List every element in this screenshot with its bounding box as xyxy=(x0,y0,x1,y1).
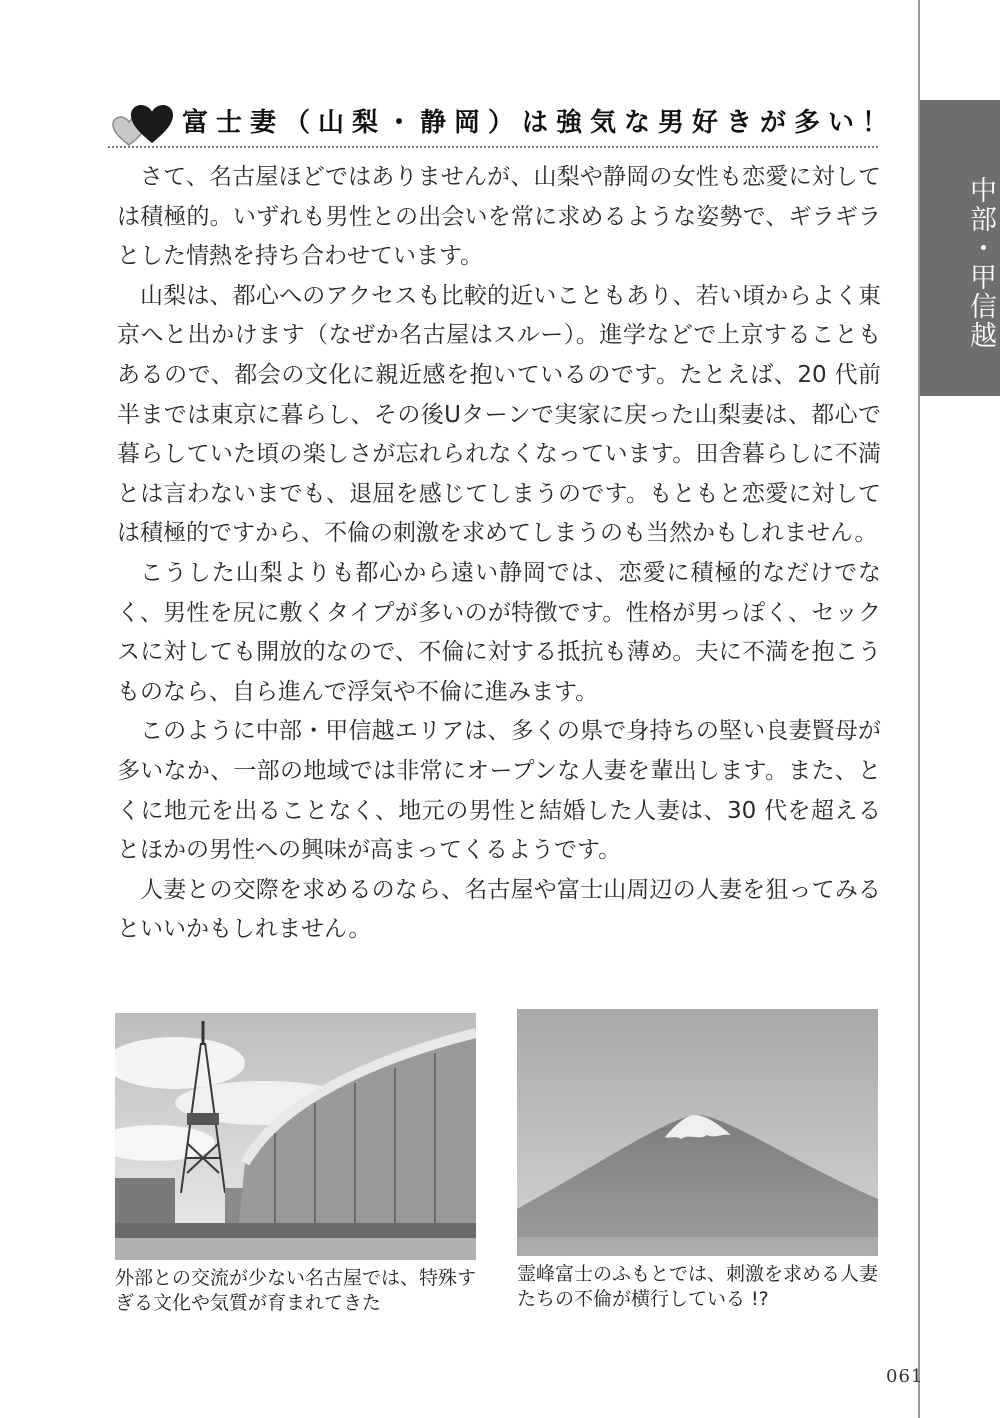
section-title: 富士妻（山梨・静岡）は強気な男好きが多い！ xyxy=(182,108,897,138)
nagoya-photo xyxy=(115,1013,476,1260)
paragraph: さて、名古屋ほどではありませんが、山梨や静岡の女性も恋愛に対しては積極的。いずれも男性との出会いを常に求めるような姿勢で、ギラギラとした情熱を持ち合わせています。 xyxy=(117,164,881,270)
photo-caption-right: 霊峰富士のふもとでは、刺激を求める人妻たちの不倫が横行している !? xyxy=(517,1263,879,1310)
chapter-tab-label: 中部・甲信越 xyxy=(965,176,996,350)
fuji-photo xyxy=(517,1009,878,1256)
heading-underline xyxy=(108,146,878,148)
heart-filled-icon xyxy=(130,104,174,144)
body-text xyxy=(117,158,881,950)
section-heading xyxy=(108,100,897,150)
page-number: 061 xyxy=(886,1366,924,1387)
photo-caption-left: 外部との交流が少ない名古屋では、特殊すぎる文化や気質が育まれてきた xyxy=(115,1267,477,1314)
nagoya-illustration xyxy=(115,1013,476,1260)
chapter-tab xyxy=(920,100,1000,396)
paragraph: 人妻との交際を求めるのなら、名古屋や富士山周辺の人妻を狙ってみるといいかもしれません。 xyxy=(117,876,881,943)
paragraph: 山梨は、都心へのアクセスも比較的近いこともあり、若い頃からよく東京へと出かけます（なぜか名古屋はスルー）。進学などで上京することもあるので、都会の文化に親近感を抱いているのです。たとえば、20 代前半までは東京に暮らし、その後Uターンで実家に戻った山梨妻は、都心で暮らしていた頃の楽しさが忘れられなくなっています。田舎暮らしに不満とは言わないまでも、退屈を感じてしまうのです。もともと恋愛に対しては積極的ですから、不倫の刺激を求めてしまうのも当然かもしれません。 xyxy=(117,282,881,547)
paragraph: このように中部・甲信越エリアは、多くの県で身持ちの堅い良妻賢母が多いなか、一部の地域では非常にオープンな人妻を輩出します。また、とくに地元を出ることなく、地元の男性と結婚した人妻は、30 代を超えるとほかの男性への興味が高まってくるようです。 xyxy=(117,718,881,864)
fuji-illustration xyxy=(517,1009,878,1256)
paragraph: こうした山梨よりも都心から遠い静岡では、恋愛に積極的なだけでなく、男性を尻に敷くタイプが多いのが特徴です。性格が男っぽく、セックスに対しても開放的なので、不倫に対する抵抗も薄め。夫に不満を抱こうものなら、自ら進んで浮気や不倫に進みます。 xyxy=(117,559,881,705)
